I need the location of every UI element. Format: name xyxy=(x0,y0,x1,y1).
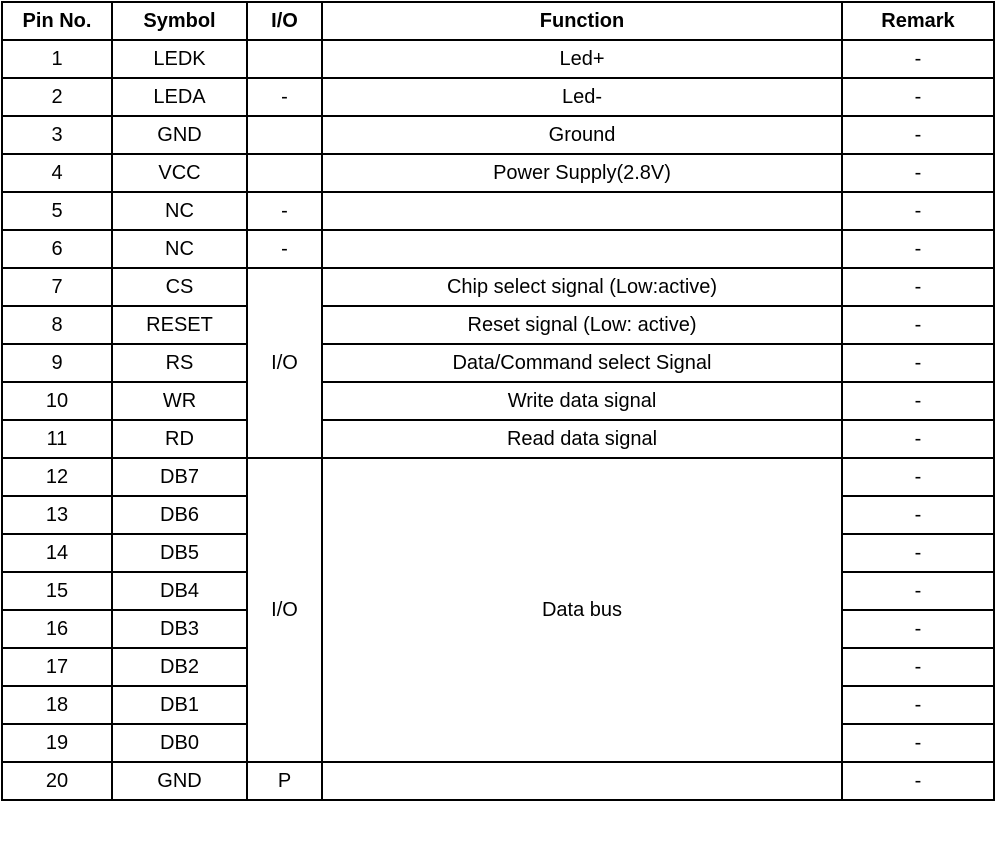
io-cell: I/O xyxy=(247,268,322,458)
symbol-cell: GND xyxy=(112,116,247,154)
header-remark: Remark xyxy=(842,2,994,40)
function-cell xyxy=(322,230,842,268)
remark-cell: - xyxy=(842,306,994,344)
symbol-cell: VCC xyxy=(112,154,247,192)
pin-number-cell: 11 xyxy=(2,420,112,458)
symbol-cell: LEDA xyxy=(112,78,247,116)
function-cell xyxy=(322,192,842,230)
pin-number-cell: 20 xyxy=(2,762,112,800)
io-cell: I/O xyxy=(247,458,322,762)
table-row xyxy=(2,382,994,420)
remark-cell: - xyxy=(842,496,994,534)
table-row xyxy=(2,420,994,458)
remark-cell: - xyxy=(842,420,994,458)
symbol-cell: DB3 xyxy=(112,610,247,648)
pin-number-cell: 17 xyxy=(2,648,112,686)
function-cell: Led+ xyxy=(322,40,842,78)
remark-cell: - xyxy=(842,458,994,496)
remark-cell: - xyxy=(842,648,994,686)
pin-number-cell: 12 xyxy=(2,458,112,496)
pin-number-cell: 16 xyxy=(2,610,112,648)
function-cell: Data bus xyxy=(322,458,842,762)
io-cell xyxy=(247,154,322,192)
function-cell: Power Supply(2.8V) xyxy=(322,154,842,192)
pin-number-cell: 5 xyxy=(2,192,112,230)
io-cell: - xyxy=(247,192,322,230)
remark-cell: - xyxy=(842,610,994,648)
pin-number-cell: 18 xyxy=(2,686,112,724)
pin-number-cell: 9 xyxy=(2,344,112,382)
symbol-cell: CS xyxy=(112,268,247,306)
table-row xyxy=(2,192,994,230)
remark-cell: - xyxy=(842,762,994,800)
io-cell xyxy=(247,116,322,154)
remark-cell: - xyxy=(842,40,994,78)
table-row xyxy=(2,78,994,116)
table-row xyxy=(2,230,994,268)
symbol-cell: DB6 xyxy=(112,496,247,534)
symbol-cell: LEDK xyxy=(112,40,247,78)
pin-number-cell: 1 xyxy=(2,40,112,78)
pin-number-cell: 2 xyxy=(2,78,112,116)
remark-cell: - xyxy=(842,724,994,762)
function-cell: Chip select signal (Low:active) xyxy=(322,268,842,306)
symbol-cell: DB2 xyxy=(112,648,247,686)
remark-cell: - xyxy=(842,230,994,268)
symbol-cell: RD xyxy=(112,420,247,458)
io-cell: - xyxy=(247,230,322,268)
remark-cell: - xyxy=(842,572,994,610)
function-cell: Data/Command select Signal xyxy=(322,344,842,382)
pin-number-cell: 4 xyxy=(2,154,112,192)
pin-number-cell: 7 xyxy=(2,268,112,306)
table-row xyxy=(2,762,994,800)
remark-cell: - xyxy=(842,154,994,192)
table-row xyxy=(2,154,994,192)
function-cell: Read data signal xyxy=(322,420,842,458)
io-cell xyxy=(247,40,322,78)
symbol-cell: DB0 xyxy=(112,724,247,762)
io-cell: P xyxy=(247,762,322,800)
symbol-cell: DB4 xyxy=(112,572,247,610)
table-row xyxy=(2,344,994,382)
pin-number-cell: 19 xyxy=(2,724,112,762)
header-function: Function xyxy=(322,2,842,40)
function-cell: Write data signal xyxy=(322,382,842,420)
pin-assignment-table xyxy=(1,1,995,801)
pin-number-cell: 15 xyxy=(2,572,112,610)
table-header-row xyxy=(2,2,994,40)
remark-cell: - xyxy=(842,116,994,154)
remark-cell: - xyxy=(842,686,994,724)
table-row xyxy=(2,40,994,78)
pin-number-cell: 6 xyxy=(2,230,112,268)
symbol-cell: DB1 xyxy=(112,686,247,724)
symbol-cell: DB7 xyxy=(112,458,247,496)
remark-cell: - xyxy=(842,78,994,116)
symbol-cell: NC xyxy=(112,230,247,268)
table-row xyxy=(2,268,994,306)
pin-number-cell: 10 xyxy=(2,382,112,420)
table-row xyxy=(2,306,994,344)
header-pin-no: Pin No. xyxy=(2,2,112,40)
table-row xyxy=(2,116,994,154)
symbol-cell: RESET xyxy=(112,306,247,344)
function-cell: Reset signal (Low: active) xyxy=(322,306,842,344)
pin-number-cell: 3 xyxy=(2,116,112,154)
function-cell xyxy=(322,762,842,800)
symbol-cell: GND xyxy=(112,762,247,800)
remark-cell: - xyxy=(842,192,994,230)
remark-cell: - xyxy=(842,268,994,306)
symbol-cell: NC xyxy=(112,192,247,230)
header-symbol: Symbol xyxy=(112,2,247,40)
function-cell: Led- xyxy=(322,78,842,116)
remark-cell: - xyxy=(842,534,994,572)
remark-cell: - xyxy=(842,344,994,382)
symbol-cell: RS xyxy=(112,344,247,382)
pin-number-cell: 14 xyxy=(2,534,112,572)
pin-number-cell: 8 xyxy=(2,306,112,344)
pin-number-cell: 13 xyxy=(2,496,112,534)
symbol-cell: WR xyxy=(112,382,247,420)
remark-cell: - xyxy=(842,382,994,420)
header-io: I/O xyxy=(247,2,322,40)
function-cell: Ground xyxy=(322,116,842,154)
table-row xyxy=(2,458,994,496)
symbol-cell: DB5 xyxy=(112,534,247,572)
io-cell: - xyxy=(247,78,322,116)
